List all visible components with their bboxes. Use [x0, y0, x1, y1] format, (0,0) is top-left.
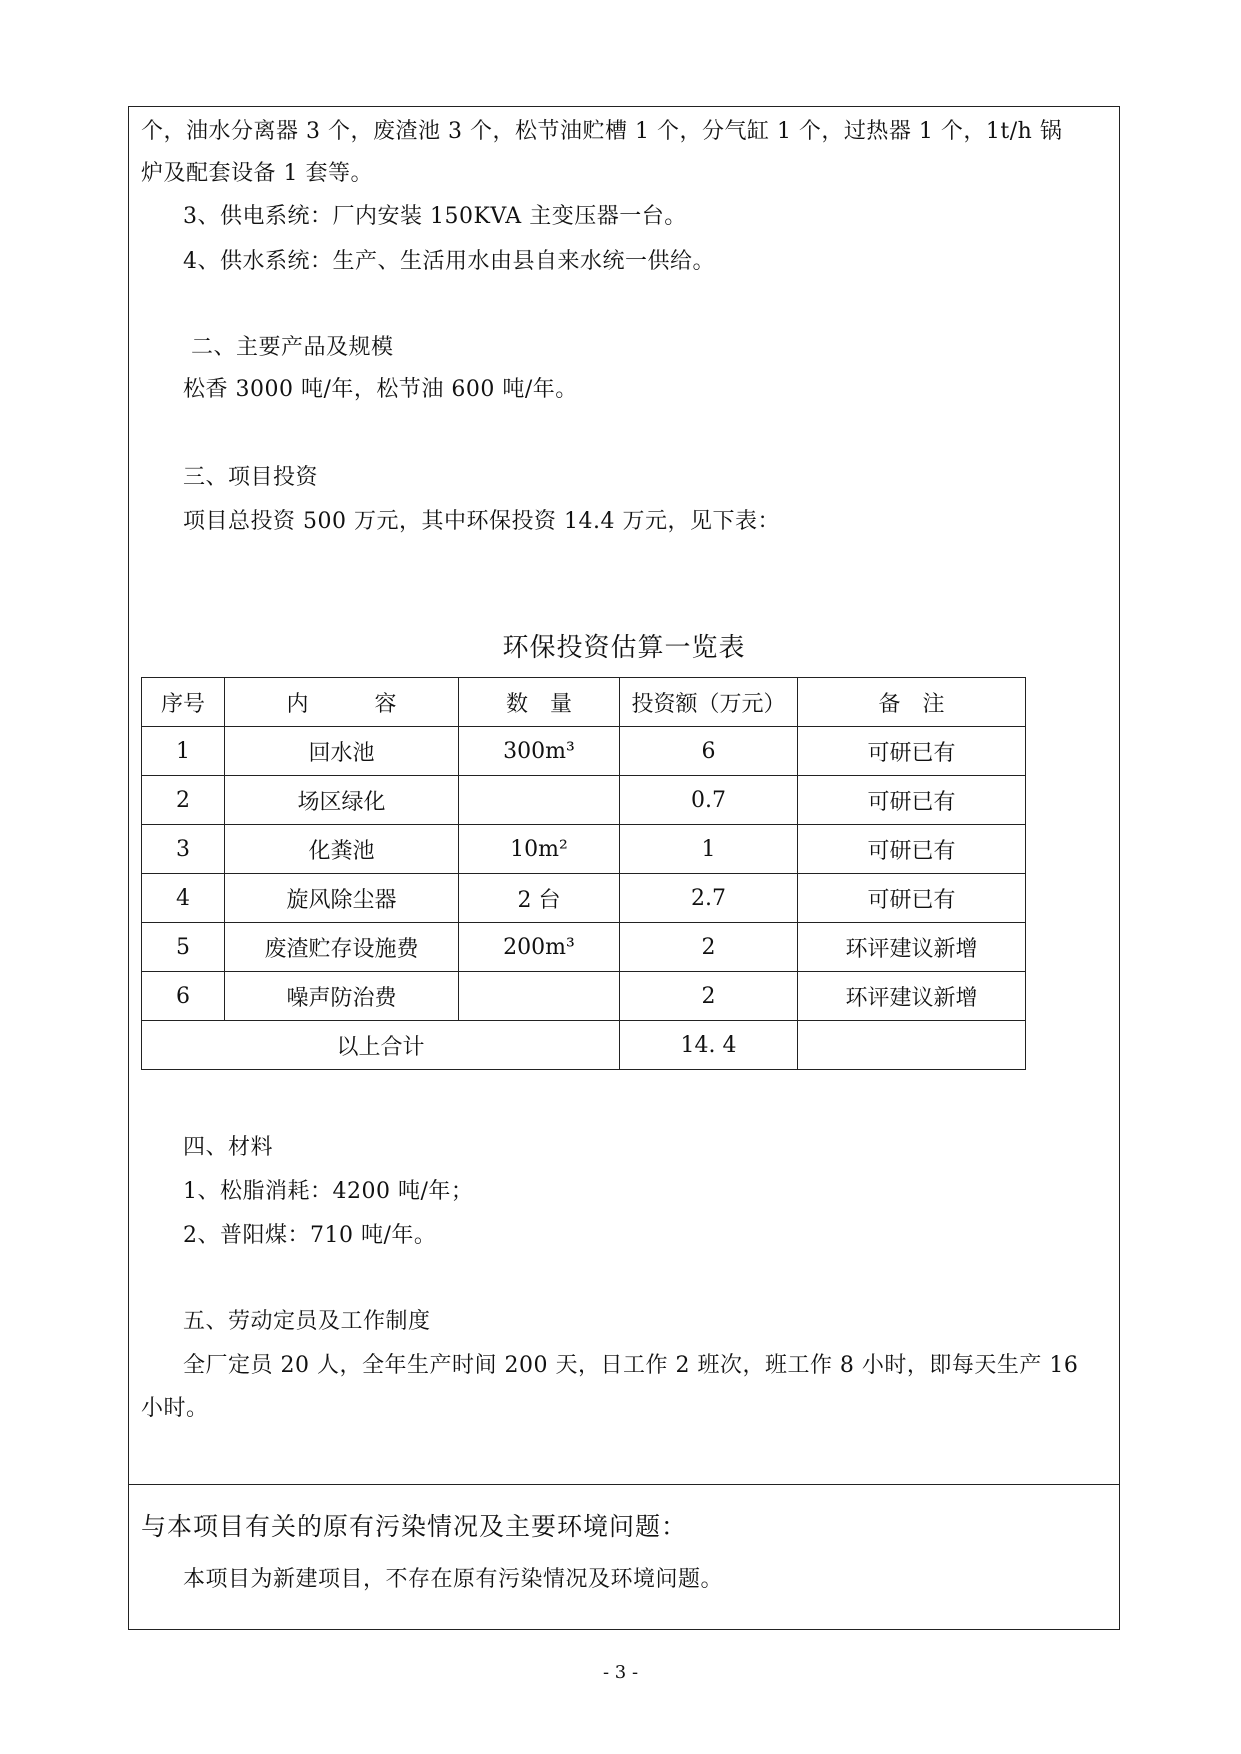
project-overview-section — [129, 107, 1119, 1485]
table-row — [142, 727, 1026, 776]
investment-heading: 三、项目投资 — [183, 465, 319, 490]
total-amount: 14. 4 — [620, 1021, 798, 1070]
existing-pollution-section — [129, 1485, 1119, 1629]
products-heading: 二、主要产品及规模 — [191, 335, 394, 360]
report-frame — [128, 106, 1120, 1630]
cell-note: 环评建议新增 — [798, 923, 1026, 972]
table-row — [142, 874, 1026, 923]
total-note — [798, 1021, 1026, 1070]
cell-note: 环评建议新增 — [798, 972, 1026, 1021]
table-total-row — [142, 1021, 1026, 1070]
cell-item: 场区绿化 — [225, 776, 459, 825]
table-header-row — [142, 678, 1026, 727]
existing-pollution-heading: 与本项目有关的原有污染情况及主要环境问题： — [141, 1512, 688, 1541]
cell-item: 废渣贮存设施费 — [225, 923, 459, 972]
header-item: 内 容 — [225, 678, 459, 727]
header-amount: 投资额（万元） — [620, 678, 798, 727]
cell-item: 噪声防治费 — [225, 972, 459, 1021]
cell-item: 化粪池 — [225, 825, 459, 874]
cell-qty — [459, 972, 620, 1021]
cell-amount: 2 — [620, 923, 798, 972]
page-number: - 3 - — [602, 1662, 639, 1683]
equipment-line-1: 个，油水分离器 3 个，废渣池 3 个，松节油贮槽 1 个，分气缸 1 个，过热器 1 个，1t/h 锅 — [141, 119, 1063, 144]
table-row — [142, 825, 1026, 874]
table-row — [142, 972, 1026, 1021]
cell-amount: 6 — [620, 727, 798, 776]
cell-no: 2 — [142, 776, 225, 825]
materials-heading: 四、材料 — [183, 1135, 274, 1160]
cell-amount: 0.7 — [620, 776, 798, 825]
labor-heading: 五、劳动定员及工作制度 — [183, 1309, 431, 1334]
investment-text: 项目总投资 500 万元，其中环保投资 14.4 万元，见下表： — [183, 509, 780, 534]
header-no: 序号 — [142, 678, 225, 727]
cell-qty: 200m³ — [459, 923, 620, 972]
cell-amount: 1 — [620, 825, 798, 874]
header-qty: 数 量 — [459, 678, 620, 727]
total-label: 以上合计 — [142, 1021, 620, 1070]
cell-note: 可研已有 — [798, 825, 1026, 874]
header-note: 备 注 — [798, 678, 1026, 727]
cell-amount: 2.7 — [620, 874, 798, 923]
cell-no: 4 — [142, 874, 225, 923]
cell-no: 5 — [142, 923, 225, 972]
products-text: 松香 3000 吨/年，松节油 600 吨/年。 — [183, 377, 578, 402]
power-system-text: 3、供电系统：厂内安装 150KVA 主变压器一台。 — [183, 204, 687, 229]
existing-pollution-text: 本项目为新建项目，不存在原有污染情况及环境问题。 — [183, 1567, 724, 1592]
cell-note: 可研已有 — [798, 874, 1026, 923]
cell-no: 3 — [142, 825, 225, 874]
materials-item-2: 2、普阳煤：710 吨/年。 — [183, 1223, 437, 1248]
water-system-text: 4、供水系统：生产、生活用水由县自来水统一供给。 — [183, 249, 715, 274]
cell-item: 回水池 — [225, 727, 459, 776]
table-row — [142, 923, 1026, 972]
investment-table-title: 环保投资估算一览表 — [502, 633, 746, 663]
cell-item: 旋风除尘器 — [225, 874, 459, 923]
equipment-line-2: 炉及配套设备 1 套等。 — [141, 161, 373, 186]
labor-line-2: 小时。 — [141, 1396, 209, 1421]
cell-amount: 2 — [620, 972, 798, 1021]
labor-line-1: 全厂定员 20 人，全年生产时间 200 天，日工作 2 班次，班工作 8 小时，即每天生产 16 — [183, 1353, 1079, 1378]
cell-note: 可研已有 — [798, 776, 1026, 825]
table-row — [142, 776, 1026, 825]
investment-table — [141, 677, 1026, 1070]
cell-qty: 2 台 — [459, 874, 620, 923]
cell-note: 可研已有 — [798, 727, 1026, 776]
cell-no: 1 — [142, 727, 225, 776]
cell-qty: 300m³ — [459, 727, 620, 776]
cell-qty — [459, 776, 620, 825]
materials-item-1: 1、松脂消耗：4200 吨/年； — [183, 1179, 474, 1204]
cell-qty: 10m² — [459, 825, 620, 874]
cell-no: 6 — [142, 972, 225, 1021]
